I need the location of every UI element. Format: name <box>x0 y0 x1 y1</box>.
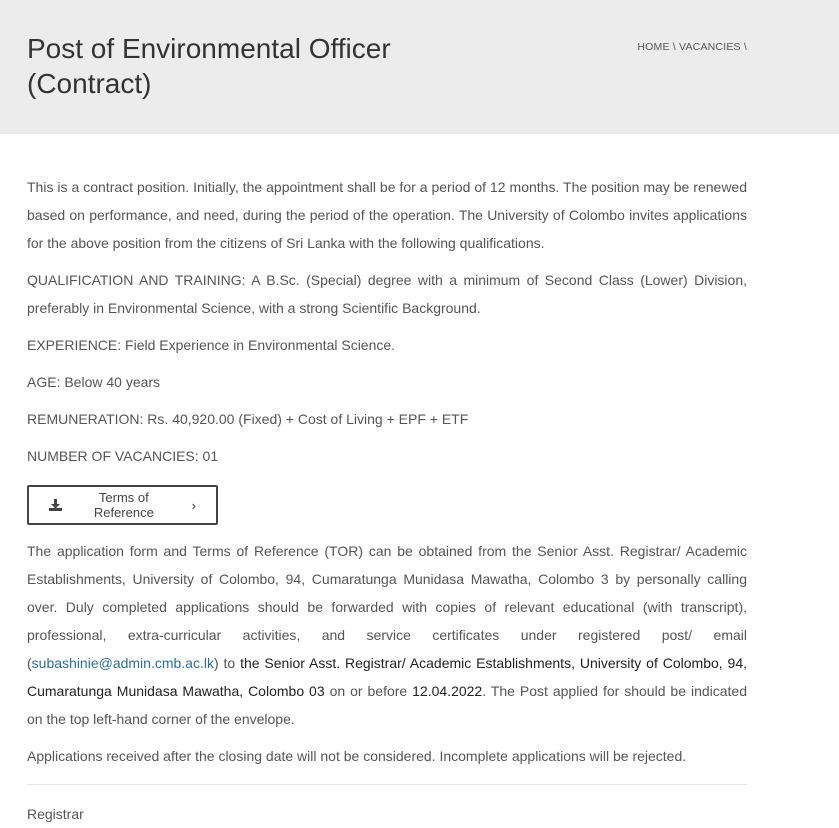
breadcrumb-vacancies[interactable]: VACANCIES <box>679 41 741 53</box>
breadcrumb-separator: \ <box>672 41 676 53</box>
vacancy-content <box>27 173 747 785</box>
remuneration-paragraph: REMUNERATION: Rs. 40,920.00 (Fixed) + Cost of Living + EPF + ETF <box>27 411 469 427</box>
closing-date: 12.04.2022 <box>412 683 483 699</box>
terms-of-reference-label: Terms of Reference <box>93 490 154 520</box>
download-icon <box>49 499 62 511</box>
application-text-2: ) to <box>213 655 241 671</box>
email-link[interactable]: subashinie@admin.cmb.ac.lk <box>31 655 214 671</box>
experience-paragraph: EXPERIENCE: Field Experience in Environmental Science. <box>27 337 396 353</box>
page-title <box>27 31 447 101</box>
divider <box>27 784 747 785</box>
age-paragraph: AGE: Below 40 years <box>27 374 161 390</box>
signatory-label: Registrar <box>27 806 84 822</box>
vacancies-paragraph: NUMBER OF VACANCIES: 01 <box>27 448 219 464</box>
closing-note: Applications received after the closing date will not be considered. Incomplete applications will be rejected. <box>27 748 687 764</box>
address-text: the Senior Asst. Registrar/ Academic Establishments, University of Colombo, 94, Cumaratunga Munidasa Mawatha, Colombo 03 <box>27 655 747 699</box>
page-title-line1: Post of Environmental Officer <box>27 33 391 64</box>
qualification-paragraph: QUALIFICATION AND TRAINING: A B.Sc. (Special) degree with a minimum of Second Class (Lower) Division, preferably in Environmental Science, with a strong Scientific Background. <box>27 272 747 316</box>
page-title-line2: (Contract) <box>27 68 152 99</box>
breadcrumb-separator: \ <box>743 41 747 53</box>
application-text-1: The application form and Terms of Reference (TOR) can be obtained from the Senior Asst. Registrar/ Academic Establishments, University of Colombo, 94, Cumaratunga Munidasa Mawatha, Colombo 3 by personally calling over. Duly completed applications should be forwarded with copies of relevant educational (with transcript), professional, extra-curricular activities, and service certificates under registered post/ email ( <box>27 543 747 671</box>
terms-of-reference-button[interactable] <box>27 485 218 525</box>
breadcrumb-home[interactable]: HOME <box>637 41 670 53</box>
page-header <box>0 0 839 134</box>
chevron-right-icon: › <box>191 497 196 513</box>
application-paragraph <box>27 537 747 733</box>
breadcrumb <box>637 41 747 53</box>
intro-paragraph: This is a contract position. Initially, the appointment shall be for a period of 12 months. The position may be renewed based on performance, and need, during the period of the operation. The University of Colombo invites applications for the above position from the citizens of Sri Lanka with the following qualifications. <box>27 179 747 251</box>
application-text-3: on or before <box>324 683 413 699</box>
application-text-4: . The Post applied for should be indicated on the top left-hand corner of the envelope. <box>27 683 747 727</box>
